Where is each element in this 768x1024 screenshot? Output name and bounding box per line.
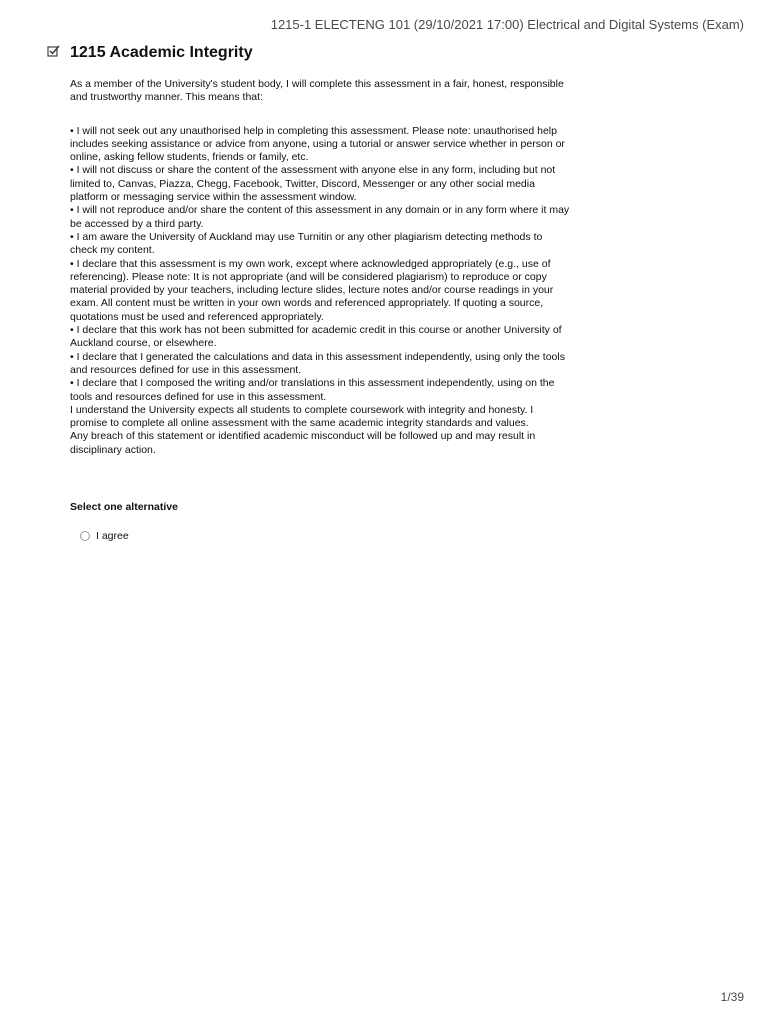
question-title: 1215 Academic Integrity (70, 44, 253, 61)
select-one-label: Select one alternative (70, 501, 178, 513)
statement-item: • I declare that this assessment is my own work, except where acknowledged appropriately (e.g., use of referencing). Please note: It is not appropriate (and will be considered plagiarism) to reproduce or copy material provided by your teachers, including lecture slides, lecture notes and/or course readings in your exam. All content must be written in your own words and referenced appropriately. If quoting a source, quotations must be used and referenced appropriately. (70, 257, 554, 323)
question-body (70, 78, 570, 457)
statement-item: Any breach of this statement or identified academic misconduct will be followed up and may result in disciplinary action. (70, 430, 536, 456)
statement-item: I understand the University expects all students to complete coursework with integrity and honesty. I promise to complete all online assessment with the same academic integrity standards and values. (70, 403, 534, 430)
statement-item: • I declare that I composed the writing and/or translations in this assessment independently, using on the tools and resources defined for use in this assessment. (70, 377, 555, 403)
option-label: I agree (96, 530, 129, 542)
statement-item: • I will not seek out any unauthorised help in completing this assessment. Please note: unauthorised help includes seeking assistance or advice from anyone, using a tutorial or answer service whether in person or online, asking fellow students, friends or family, etc. (70, 124, 565, 164)
statement-item: • I will not reproduce and/or share the content of this assessment in any domain or in any form where it may be accessed by a third party. (70, 204, 570, 230)
statement-item: • I am aware the University of Auckland may use Turnitin or any other plagiarism detecting methods to check my content. (70, 230, 543, 257)
page-number: 1/39 (720, 990, 744, 1004)
option-i-agree[interactable] (80, 530, 129, 542)
radio-button[interactable] (80, 531, 90, 541)
statement-item: • I will not discuss or share the content of the assessment with anyone else in any form, including but not limited to, Canvas, Piazza, Chegg, Facebook, Twitter, Discord, Messenger or any other social media platform or messaging service within the assessment window. (70, 164, 556, 204)
intro-text: As a member of the University's student body, I will complete this assessment in a fair, honest, responsible and trustworthy manner. This means that: (70, 78, 564, 104)
page-header: 1215-1 ELECTENG 101 (29/10/2021 17:00) Electrical and Digital Systems (Exam) (270, 17, 744, 32)
statement-item: • I declare that this work has not been submitted for academic credit in this course or another University of Auckland course, or elsewhere. (70, 324, 562, 350)
statement-item: • I declare that I generated the calculations and data in this assessment independently, using only the tools and resources defined for use in this assessment. (70, 350, 565, 376)
checkbox-question-icon (47, 44, 61, 58)
